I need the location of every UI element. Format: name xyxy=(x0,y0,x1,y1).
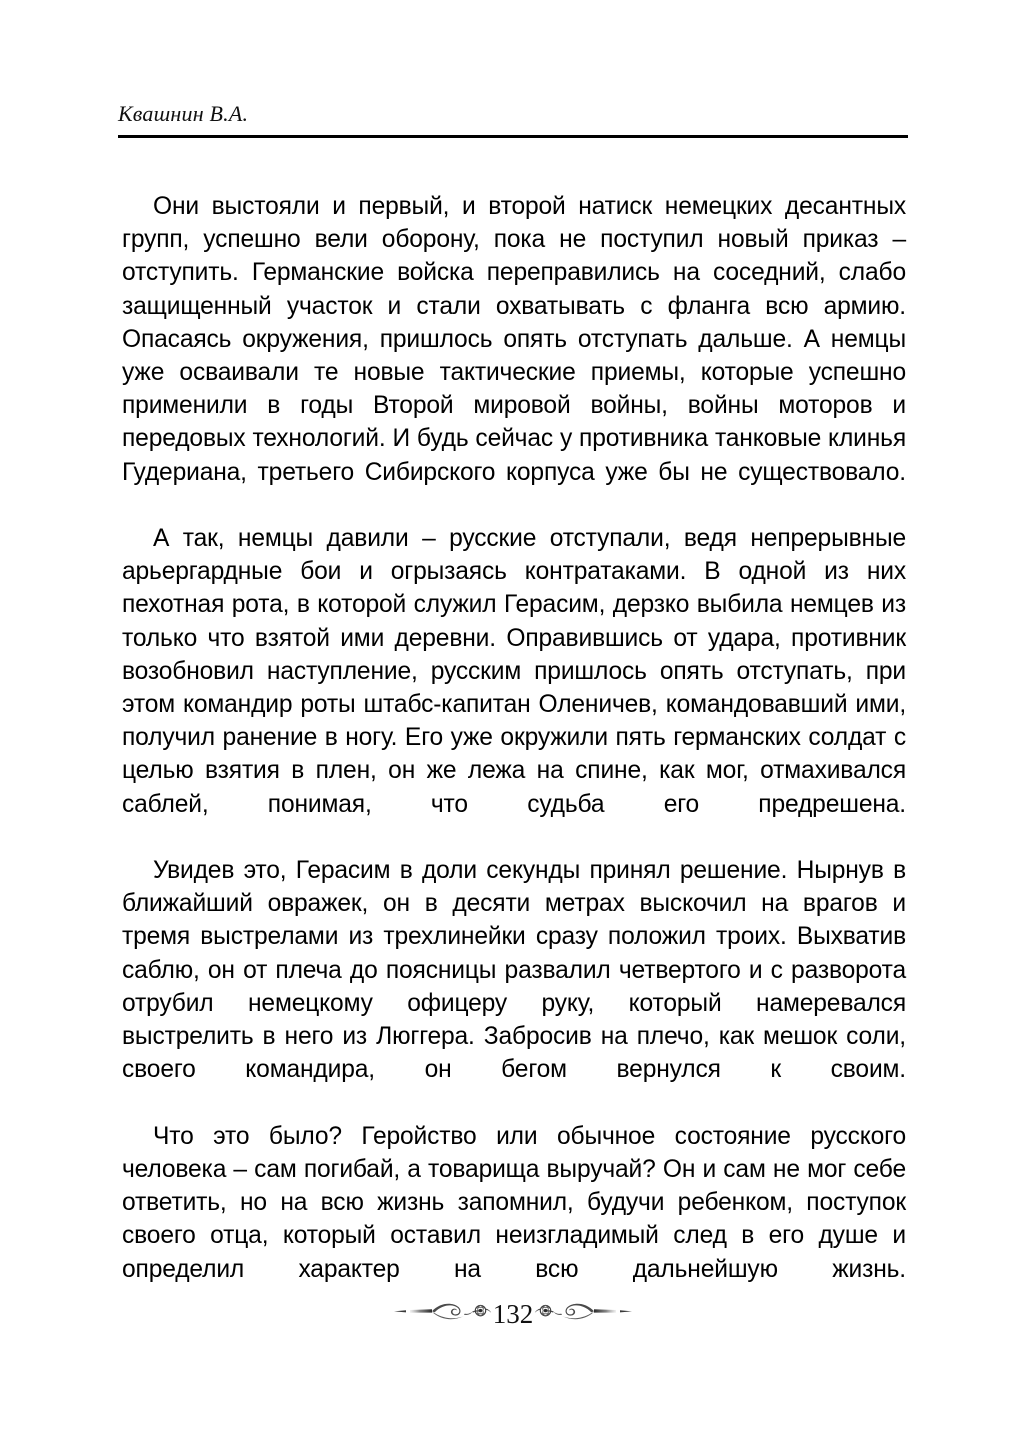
body-text-column xyxy=(122,190,906,1319)
paragraph: А так, немцы давили – русские отступали, ведя непрерывные арьергардные бои и огрызаясь контратаками. В одной из них пехотная рота, в которой служил Герасим, дерзко выбила немцев из только что взятой ими деревни. Оправившись от удара, противник возобновил наступление, русским пришлось опять отступать, при этом командир роты штабс-капитан Оленичев, командовавший ими, получил ранение в ногу. Его уже окружили пять германских солдат с целью взятия в плен, он же лежа на спине, как мог, отмахивался саблей, понимая, что судьба его предрешена. xyxy=(122,525,906,818)
paragraph: Что это было? Геройство или обычное состояние русского человека – сам погибай, а товарища выручай? Он и сам не мог себе ответить, но на всю жизнь запомнил, будучи ребенком, поступок своего отца, который оставил неизгладимый след в его душе и определил характер на всю дальнейшую жизнь. xyxy=(122,1122,906,1283)
flourish-ornament-left xyxy=(392,1294,492,1333)
paragraph: Увидев это, Герасим в доли секунды принял решение. Нырнув в ближайший овражек, он в десяти метрах выскочил на врагов и тремя выстрелами из трехлинейки сразу положил троих. Выхватив саблю, он от плеча до поясницы развалил четвертого и с разворота отрубил немецкому офицеру руку, который намеревался выстрелить в него из Люггера. Забросив на плечо, как мешок соли, своего командира, он бегом вернулся к своим. xyxy=(122,857,906,1084)
page-footer xyxy=(0,1294,1026,1333)
running-head xyxy=(118,100,908,138)
running-head-author: Квашнин В.А. xyxy=(118,101,249,126)
flourish-ornament-right xyxy=(534,1294,634,1333)
page-number: 132 xyxy=(492,1299,534,1329)
paragraph: Они выстояли и первый, и второй натиск немецких десантных групп, успешно вели оборону, пока не поступил новый приказ – отступить. Германские войска переправились на соседний, слабо защищенный участок и стали охватывать с фланга всю армию. Опасаясь окружения, пришлось опять отступать дальше. А немцы уже осваивали те новые тактические приемы, которые успешно применили в годы Второй мировой войны, войны моторов и передовых технологий. И будь сейчас у противника танковые клинья Гудериана, третьего Сибирского корпуса уже бы не существовало. xyxy=(122,193,906,486)
header-rule xyxy=(118,135,908,138)
